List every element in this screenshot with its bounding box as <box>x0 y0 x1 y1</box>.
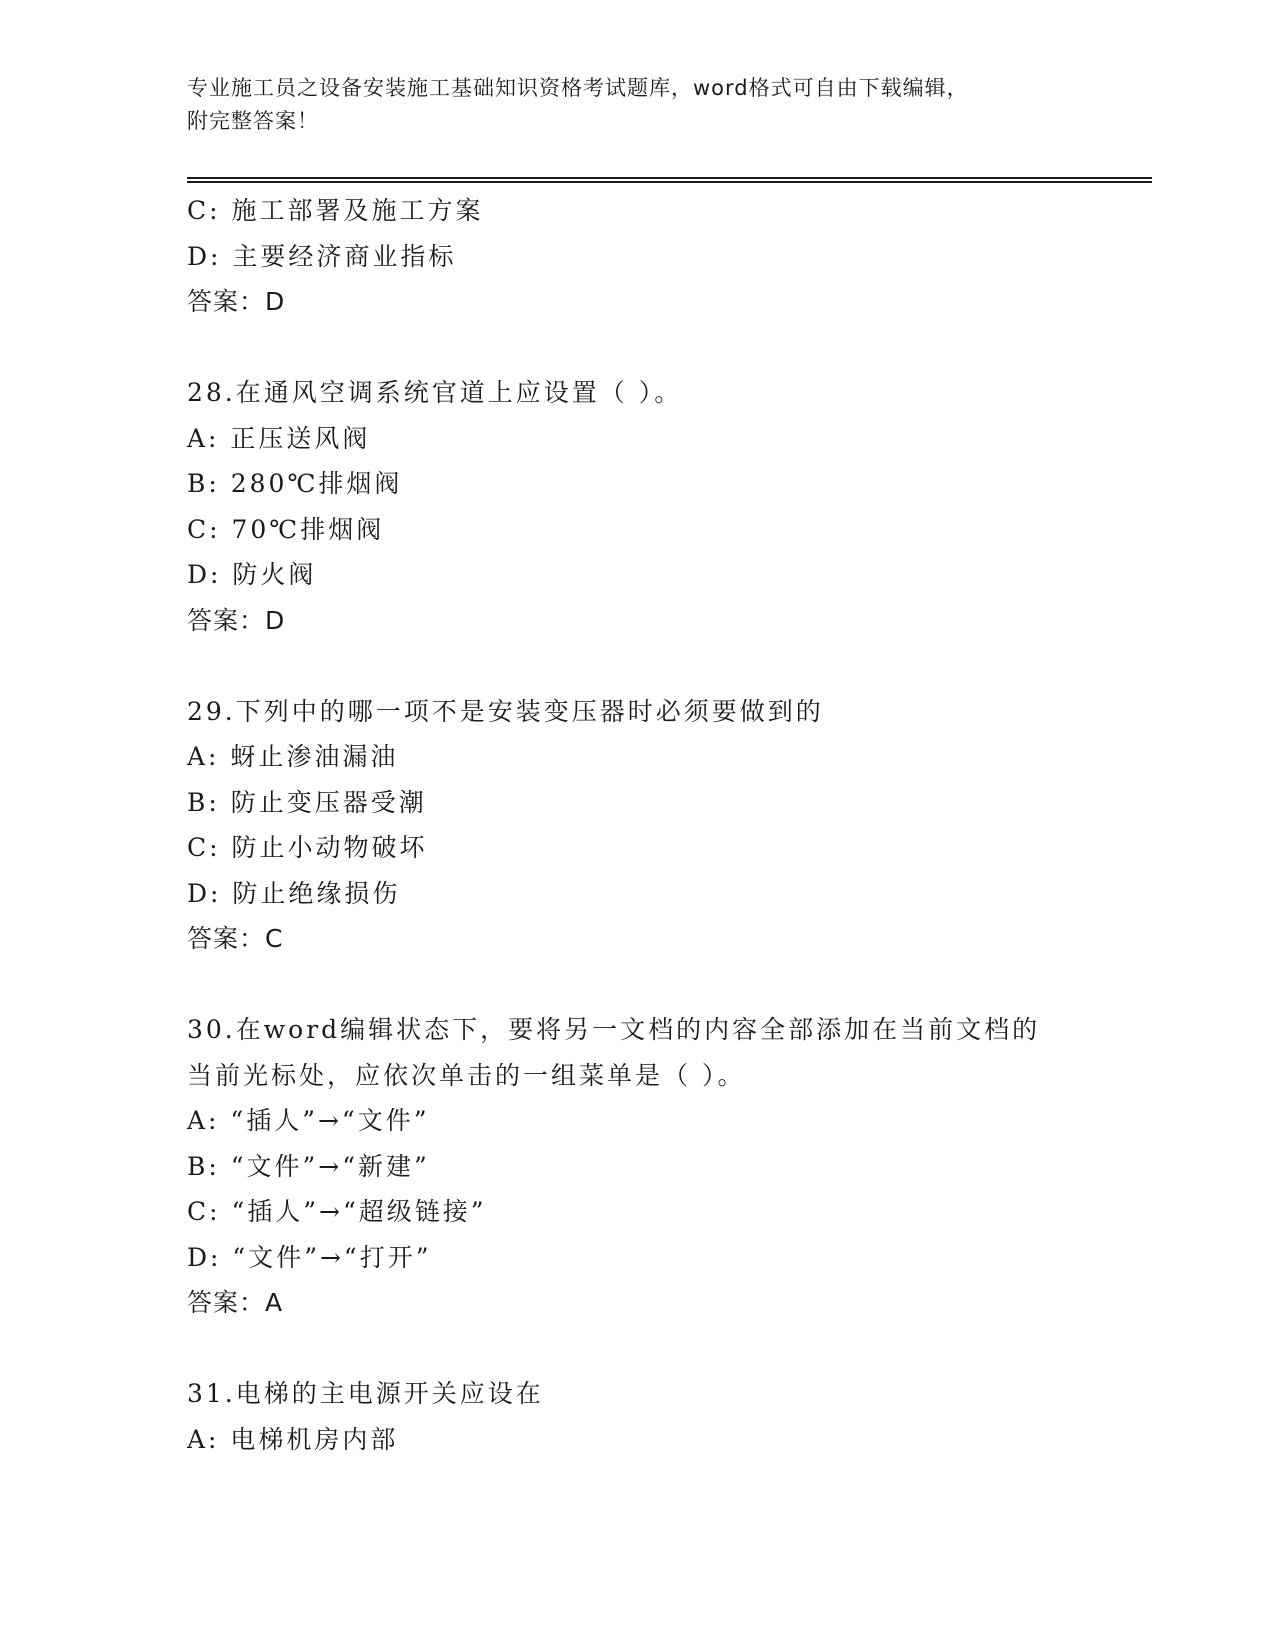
header-title-line-2: 附完整答案！ <box>187 109 319 133</box>
option-c: C: 施工部署及施工方案 <box>187 196 484 225</box>
question-block <box>187 188 1147 325</box>
question-text-line-1: 30.在word编辑状态下，要将另一文档的内容全部添加在当前文档的 <box>187 1015 1041 1044</box>
option-a: A: “插人”→“文件” <box>187 1106 430 1135</box>
option-c: C: 防止小动物破坏 <box>187 833 428 862</box>
spacer <box>187 1326 1147 1372</box>
spacer <box>187 325 1147 371</box>
option-b: B: 防止变压器受潮 <box>187 787 427 817</box>
spacer <box>187 643 1147 689</box>
question-block <box>187 689 1147 962</box>
question-text: 31.电梯的主电源开关应设在 <box>187 1379 544 1408</box>
answer-line: 答案：D <box>187 287 286 316</box>
question-block <box>187 1371 1147 1462</box>
option-c: C: 70℃排烟阀 <box>187 514 385 544</box>
header-divider <box>187 177 1152 183</box>
option-d: D: 防止绝缘损伤 <box>187 878 401 908</box>
option-d: D: “文件”→“打开” <box>187 1242 432 1272</box>
option-a: A: 蚜止渗油漏油 <box>187 742 399 771</box>
question-block <box>187 370 1147 643</box>
document-header <box>187 72 1087 138</box>
option-a: A: 电梯机房内部 <box>187 1424 399 1454</box>
option-a: A: 正压送风阀 <box>187 423 371 453</box>
question-text-line-2: 当前光标处，应依次单击的一组菜单是（ ）。 <box>187 1060 746 1090</box>
question-text: 28.在通风空调系统官道上应设置（ ）。 <box>187 378 683 407</box>
spacer <box>187 962 1147 1008</box>
answer-line: 答案：C <box>187 924 284 953</box>
option-b: B: “文件”→“新建” <box>187 1151 430 1181</box>
answer-line: 答案：D <box>187 605 286 635</box>
header-title-line-1: 专业施工员之设备安装施工基础知识资格考试题库，word格式可自由下载编辑， <box>187 76 969 100</box>
question-list <box>187 188 1147 1462</box>
question-text: 29.下列中的哪一项不是安装变压器时必须要做到的 <box>187 696 824 726</box>
option-d: D: 防火阀 <box>187 560 317 589</box>
option-c: C: “插人”→“超级链接” <box>187 1197 487 1226</box>
option-b: B: 280℃排烟阀 <box>187 469 403 498</box>
question-block <box>187 1007 1147 1326</box>
answer-line: 答案：A <box>187 1288 284 1317</box>
option-d: D: 主要经济商业指标 <box>187 241 457 271</box>
